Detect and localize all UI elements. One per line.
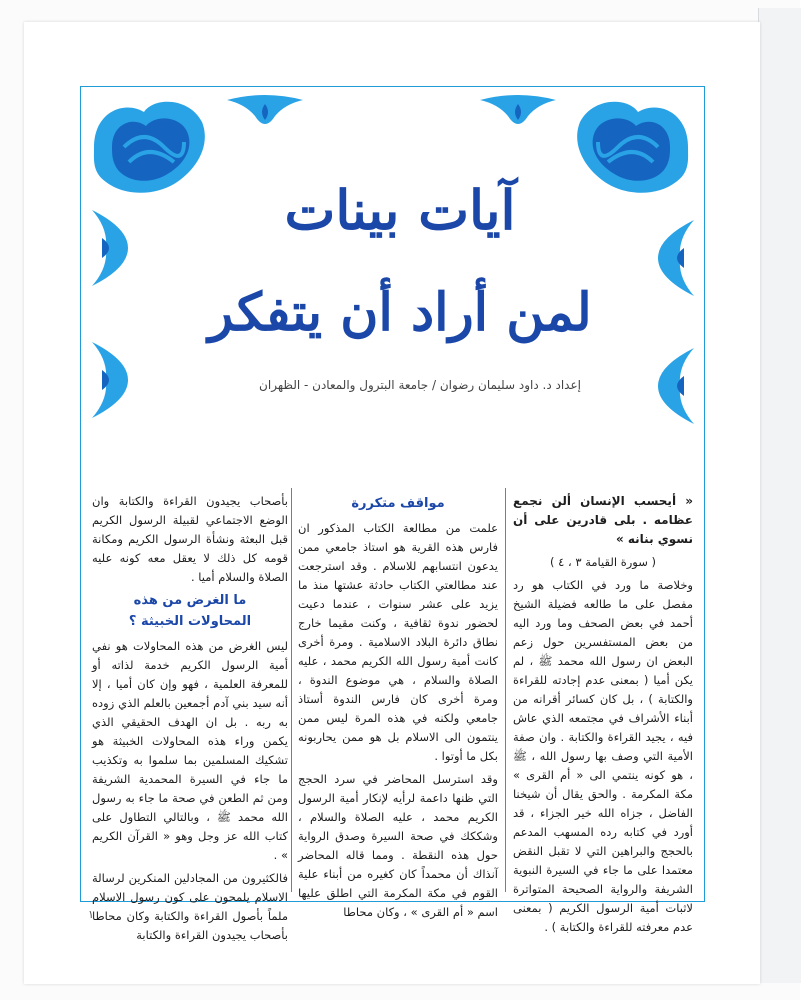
section-heading-line-1: ما الغرض من هذه: [133, 593, 247, 608]
author-credit: إعداد د. داود سليمان رضوان / جامعة البترول والمعادن - الظهران: [259, 378, 581, 392]
paragraph: علمت من مطالعة الكتاب المذكور ان فارس هذه القرية هو استاذ جامعي ممن يدعون انتسابهم للاسلام . وقد استرجعت عند مطالعتي الكتاب حادثة عشتها منذ ما يزيد على عشر سنوات ، عندما دعيت لحضور ندوة ثقافية ، وكنت مقيما خارج نطاق دائرة البلاد الاسلامية . ومرة أخرى كانت أمية رسول الله الكريم محمد ، عليه الصلاة والسلام ، هي موضوع الندوة ، ومرة أخرى كان فارس الندوة أستاذ جامعي ولكنه في هذه المرة ليس ممن ينتمون الى الاسلام بل هو ممن يحاربونه بكل ما أوتوا .: [298, 521, 498, 763]
article-column-left: [92, 492, 288, 942]
page-number: ١: [88, 908, 94, 921]
title-line-2: لمن أراد أن يتفكر: [208, 282, 592, 343]
adjacent-page-edge: [758, 8, 801, 983]
paragraph: وقد استرسل المحاضر في سرد الحجج التي ظنها داعمة لرأيه لإنكار أمية الرسول الكريم محمد ، عليه الصلاة والسلام ، وشككك في صحة السيرة وصدق الرواية حول هذه النقطة . ومما قاله المحاضر آنذاك أن محمداً كان كغيره من أبناء علية القوم في مكة المكرمة التي اطلق عليها اسم « أم القرى » ، وكان محاطا: [298, 772, 498, 919]
quote-reference: ( سورة القيامة ٣ ، ٤ ): [550, 555, 656, 569]
section-heading-line-2: المحاولات الخبيثة ؟: [128, 614, 252, 629]
column-divider: [505, 488, 506, 892]
paragraph: فالكثيرون من المجادلين المنكرين لرسالة الاسلام يلمحون على كون رسول الاسلام ملماً بأصول القراءة والكتابة وكان محاطا بأصحاب يجيدون القراءة والكتابة: [92, 871, 288, 942]
article-column-middle: [298, 492, 498, 919]
top-ornament-right-icon: [478, 94, 558, 134]
article-column-right: [513, 492, 693, 934]
paragraph: وخلاصة ما ورد في الكتاب هو رد مفصل على ما طالعه فضيلة الشيخ أحمد في بعض الصحف وما ورد اليه من بعض المستفسرين حول زعم البعض ان رسول الله محمد ﷺ ، لم يكن أميا ( بمعنى عدم إجادته للقراءة والكتابة ) ، بل كان كسائر أقرانه من أبناء الأشراف في مجتمعه الذي عاش فيه ، يجيد القراءة والكتابة . وان صفة الأمية التي وصف بها رسول الله ، ﷺ ، هو كونه ينتمي الى « أم القرى » مكة المكرمة . والحق يقال أن شيخنا الفاضل ، جزاه الله خير الجزاء ، قد أورد في كتابه رده المسهب المدعم بالحجج والبراهين التي لا تقبل النقض معتمدا على ما جاء في السيرة النبوية الشريفة والرواية الصحيحة المتواترة لاثبات أمية الرسول الكريم ( بمعنى عدم معرفته للقراءة والكتابة ) .: [513, 578, 693, 934]
section-heading: مواقف متكررة: [351, 496, 445, 511]
side-ornament-right-lower-icon: [654, 346, 698, 426]
paragraph: بأصحاب يجيدون القراءة والكتابة وان الوضع الاجتماعي لقبيلة الرسول الكريم قبل البعثة ونشأة الرسول الكريم ومكانة قومه كل ذلك لا يعقل معه كونه عليه الصلاة والسلام أميا .: [92, 494, 288, 584]
column-divider: [291, 488, 292, 892]
title-line-1: آيات بينات: [284, 178, 516, 242]
paragraph: ليس الغرض من هذه المحاولات هو نفي أمية الرسول الكريم خدمة لذاته أو للمعرفة العلمية ، فهو وإن كان أميا ، إلا أنه سيد بني آدم أجمعين بالعلم الذي زوده به ربه . بل ان الهدف الحقيقي الذي يكمن وراء هذه المحاولات الخبيثة هو تشكيك المسلمين بما سلموا به وتكذيب ما جاء في السيرة المحمدية الشريفة ومن ثم الطعن في صحة ما جاء به رسول الله محمد ﷺ ، وبالتالي التطاول على كتاب الله عز وجل وهو « القرآن الكريم » .: [92, 639, 288, 862]
quran-quote: « أيحسب الإنسان ألن نجمع عظامه . بلى قادرين على أن نسوي بنانه »: [513, 494, 693, 546]
side-ornament-left-lower-icon: [88, 340, 132, 420]
top-ornament-left-icon: [225, 94, 305, 134]
